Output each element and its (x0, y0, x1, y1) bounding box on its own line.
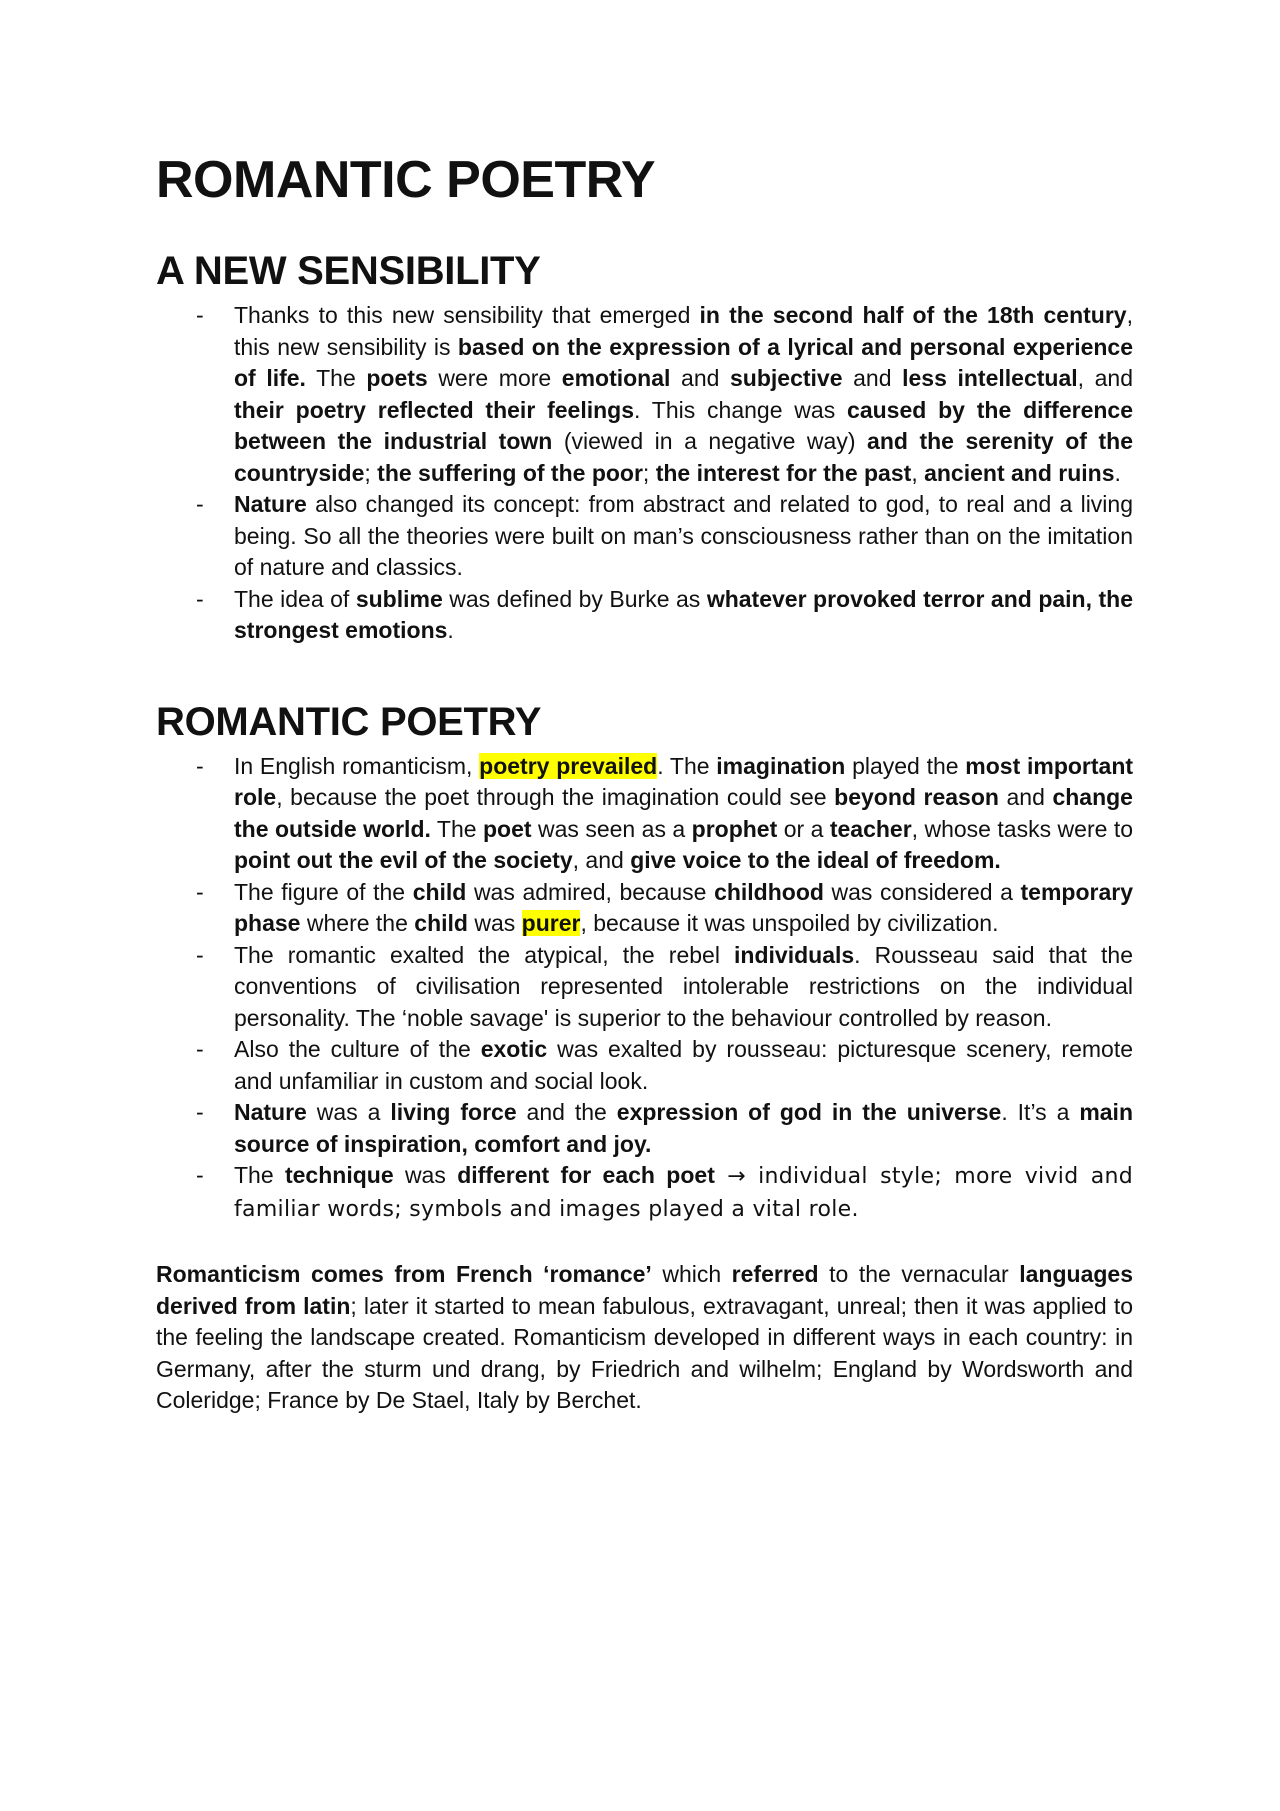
bullet-item (156, 300, 1133, 489)
bold-text: whatever provoked terror and pain, the strongest emotions (234, 585, 1133, 643)
bullet-text (234, 1099, 1133, 1157)
bold-text: caused by the difference between the industrial town (234, 396, 1133, 454)
text-run: → individual style; more vivid and familiar words; symbols and images played a vital role. (234, 1164, 1133, 1222)
bullet-item (156, 751, 1133, 877)
bold-text: beyond reason (834, 784, 999, 810)
bold-text: languages derived from latin (156, 1261, 1133, 1319)
bold-text: prophet (691, 815, 778, 842)
text-run: which (651, 1261, 732, 1287)
bold-text: Romanticism comes from French ‘romance’ (156, 1261, 652, 1287)
bold-text: the interest for the past (655, 459, 912, 486)
section-heading-romantic-poetry: ROMANTIC POETRY (156, 699, 542, 744)
text-run: was a (306, 1099, 391, 1125)
text-run: or a (777, 815, 830, 842)
text-run: Thanks to this new sensibility that emerged (234, 302, 700, 328)
bold-text: ancient and ruins (924, 459, 1115, 486)
document-title: ROMANTIC POETRY (156, 151, 656, 209)
text-run: , (911, 459, 925, 486)
text-run: , this new sensibility is (234, 302, 1133, 360)
bold-text: in the second half of the 18th century (699, 302, 1127, 328)
text-run: , and (1077, 365, 1133, 391)
text-run: , because the poet through the imagination could see (276, 784, 835, 810)
text-run: . This change was (634, 396, 848, 423)
bullet-text (234, 879, 1133, 937)
text-run: to the vernacular (818, 1261, 1020, 1287)
bullet-text (234, 302, 1133, 486)
bullet-text (234, 586, 1133, 644)
bold-text: poet (483, 815, 532, 842)
text-run: ; later it started to mean fabulous, extravagant, unreal; then it was applied to the feeling the landscape created. Romanticism developed in different ways in each country: in Germany, after the sturm und drang, by Friedrich and wilhelm; England by Wordsworth and Coleridge; France by De Stael, Italy by Berchet. (156, 1292, 1134, 1413)
bullet-dash: - (196, 491, 204, 517)
bullet-dash: - (196, 878, 204, 905)
bullet-item (156, 489, 1133, 584)
bold-text: poets (366, 365, 428, 391)
document-body (156, 150, 1133, 1417)
text-run: and (998, 784, 1053, 810)
bullet-dash: - (196, 1036, 204, 1062)
closing-paragraph (156, 1259, 1133, 1417)
text-run: . Rousseau said that the conventions of civilisation represented intolerable restrictions on the individual personality. The ‘noble savage' is superior to the behaviour controlled by reason. (234, 941, 1133, 1031)
text-run: was (467, 910, 522, 936)
text-run: was defined by Burke as (442, 585, 707, 612)
text-run: Also the culture of the (234, 1036, 481, 1062)
text-run: (viewed in a negative way) (552, 428, 868, 454)
bullet-text (234, 491, 1133, 580)
bullet-text (234, 1036, 1133, 1094)
text-run: , because it was unspoiled by civilization. (580, 910, 999, 936)
bold-text: different for each poet (457, 1162, 715, 1188)
bullet-item (156, 584, 1133, 647)
bullet-dash: - (196, 1099, 204, 1125)
text-run: and (670, 365, 731, 391)
text-run: , whose tasks were to (911, 815, 1134, 842)
bold-text: emotional (561, 365, 671, 391)
text-run: were more (427, 365, 562, 391)
bold-text: less intellectual (902, 365, 1078, 391)
highlighted-text: poetry prevailed (479, 752, 658, 779)
bullet-text (234, 753, 1133, 874)
bullet-dash: - (196, 302, 204, 328)
bold-text: subjective (730, 365, 843, 391)
bold-text: individuals (734, 941, 855, 968)
text-run: was exalted by rousseau: picturesque scenery, remote and unfamiliar in custom and social look. (234, 1036, 1133, 1094)
text-run: The romantic exalted the atypical, the rebel (234, 941, 735, 968)
highlighted-text: purer (521, 910, 581, 936)
bold-text: technique (284, 1162, 394, 1188)
bold-text: their poetry reflected their feelings (234, 396, 634, 423)
bold-text: based on the expression of a lyrical and personal experience of life. (234, 333, 1134, 391)
bullet-text (234, 1162, 1133, 1221)
bold-text: main source of inspiration, comfort and joy. (234, 1099, 1133, 1157)
text-run: where the (300, 910, 415, 936)
text-run: was considered a (823, 878, 1021, 905)
bold-text: point out the evil of the society (234, 847, 573, 873)
text-run: was (393, 1162, 458, 1188)
text-run: was seen as a (531, 815, 692, 842)
bold-text: child (414, 910, 468, 936)
bullet-item (156, 877, 1133, 940)
bullet-list-romantic-poetry (156, 751, 1133, 1226)
text-run: also changed its concept: from abstract and related to god, to real and a living being. So all the theories were built on man’s consciousness rather than on the imitation of nature and classics. (234, 491, 1133, 580)
bold-text: expression of god in the universe (616, 1099, 1002, 1125)
bold-text: child (412, 878, 467, 905)
bold-text: referred (731, 1261, 819, 1287)
text-run: played the (845, 752, 966, 779)
text-run: . (1114, 459, 1121, 486)
bullet-dash: - (196, 941, 204, 968)
text-run: The (430, 815, 483, 842)
text-run: The figure of the (234, 878, 413, 905)
bold-text: change the outside world. (234, 784, 1133, 842)
bold-text: childhood (714, 878, 824, 905)
bold-text: give voice to the ideal of freedom. (630, 847, 1001, 873)
bullet-text (234, 942, 1133, 1031)
bullet-list-new-sensibility (156, 300, 1133, 647)
bullet-dash: - (196, 752, 204, 779)
bold-text: Nature (234, 1099, 307, 1125)
bold-text: living force (390, 1099, 517, 1125)
bullet-dash: - (196, 1162, 204, 1188)
section-heading-new-sensibility: A NEW SENSIBILITY (156, 249, 541, 293)
bullet-item (156, 1034, 1133, 1097)
bold-text: the suffering of the poor (377, 459, 643, 486)
bullet-dash: - (196, 585, 204, 612)
bold-text: exotic (480, 1036, 548, 1062)
text-run: . (447, 617, 454, 643)
text-run: . It’s a (1001, 1099, 1080, 1125)
bullet-item (156, 1097, 1133, 1160)
text-run: , and (572, 847, 631, 873)
text-run: The (234, 1162, 285, 1188)
text-run: was admired, because (466, 878, 715, 905)
bold-text: and the serenity of the countryside (234, 428, 1134, 486)
bullet-item (156, 1160, 1133, 1225)
text-run: ; (642, 459, 656, 486)
text-run: ; (364, 459, 378, 486)
text-run: and (842, 365, 903, 391)
text-run: The (305, 365, 367, 391)
bold-text: sublime (355, 585, 443, 612)
bullet-item (156, 940, 1133, 1035)
text-run: and the (516, 1099, 617, 1125)
bold-text: temporary phase (234, 878, 1133, 936)
text-run: . The (657, 752, 717, 779)
text-run: In English romanticism, (234, 752, 480, 779)
bold-text: imagination (716, 752, 846, 779)
bold-text: Nature (234, 491, 307, 517)
bold-text: most important role (234, 752, 1134, 810)
text-run: The idea of (234, 585, 356, 612)
bold-text: teacher (829, 815, 912, 842)
